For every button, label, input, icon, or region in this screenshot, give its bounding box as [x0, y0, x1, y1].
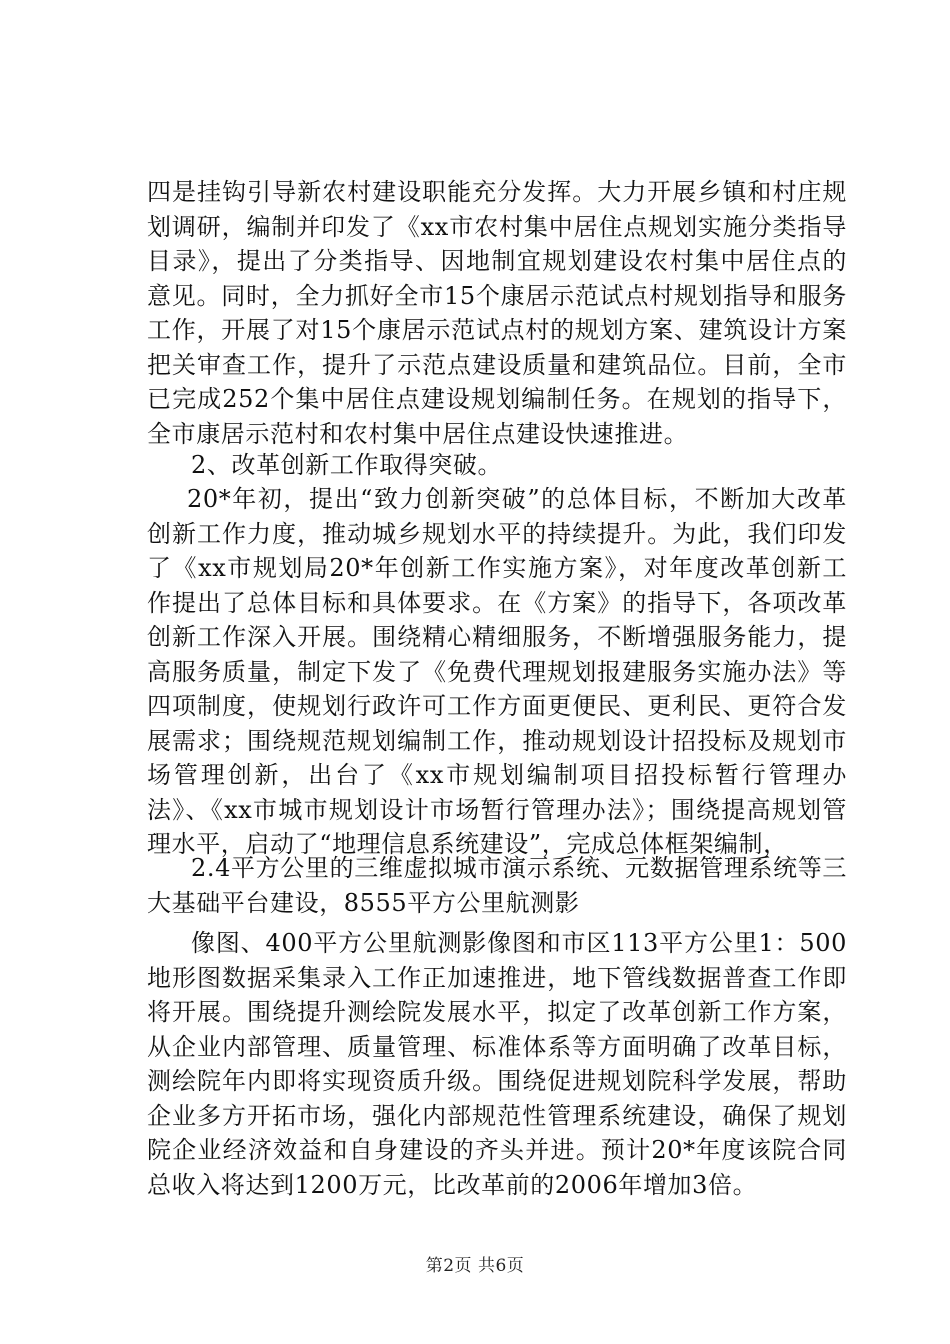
paragraph-3d-platform: 2.4平方公里的三维虚拟城市演示系统、元数据管理系统等三大基础平台建设，8555平方公里航测影 [147, 854, 847, 917]
paragraph-reform-innovation: 20*年初，提出“致力创新突破”的总体目标，不断加大改革创新工作力度，推动城乡规划水平的持续提升。为此，我们印发了《xx市规划局20*年创新工作实施方案》，对年度改革创新工作提出了总体目标和具体要求。在《方案》的指导下，各项改革创新工作深入开展。围绕精心精细服务，不断增强服务能力，提高服务质量，制定下发了《免费代理规划报建服务实施办法》等四项制度，使规划行政许可工作方面更便民、更利民、更符合发展需求；围绕规范规划编制工作，推动规划设计招投标及规划市场管理创新，出台了《xx市规划编制项目招投标暂行管理办法》、《xx市城市规划设计市场暂行管理办法》；围绕提高规划管理水平，启动了“地理信息系统建设”，完成总体框架编制， [147, 485, 847, 858]
section-heading-reform: 2、改革创新工作取得突破。 [191, 451, 503, 479]
paragraph-rural-planning: 四是挂钩引导新农村建设职能充分发挥。大力开展乡镇和村庄规划调研，编制并印发了《xx市农村集中居住点规划实施分类指导目录》，提出了分类指导、因地制宜规划建设农村集中居住点的意见。同时，全力抓好全市15个康居示范试点村规划指导和服务工作，开展了对15个康居示范试点村的规划方案、建筑设计方案把关审查工作，提升了示范点建设质量和建筑品位。目前，全市已完成252个集中居住点建设规划编制任务。在规划的指导下，全市康居示范村和农村集中居住点建设快速推进。 [147, 178, 847, 448]
paragraph-survey-institute: 像图、400平方公里航测影像图和市区113平方公里1：500地形图数据采集录入工作正加速推进，地下管线数据普查工作即将开展。围绕提升测绘院发展水平，拟定了改革创新工作方案，从企业内部管理、质量管理、标准体系等方面明确了改革目标，测绘院年内即将实现资质升级。围绕促进规划院科学发展，帮助企业多方开拓市场，强化内部规范性管理系统建设，确保了规划院企业经济效益和自身建设的齐头并进。预计20*年度该院合同总收入将达到1200万元，比改革前的2006年增加3倍。 [147, 929, 847, 1199]
page-number-footer: 第2页 共6页 [425, 1256, 525, 1276]
